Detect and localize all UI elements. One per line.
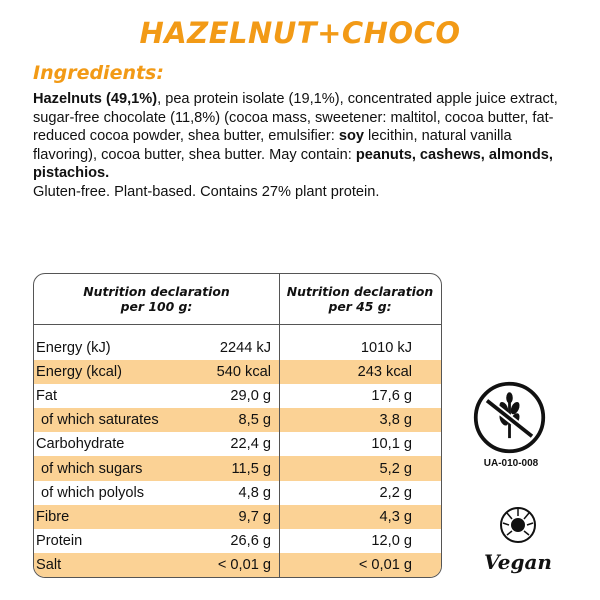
nutrition-row [34,553,441,577]
nutrition-cell-100g [34,384,280,408]
header-per-100g: Nutrition declaration per 100 g: [34,274,280,324]
value-per-45g: 243 kcal [357,364,412,381]
gluten-free-icon [472,380,547,455]
value-per-100g: 9,7 g [238,508,271,525]
nutrition-cell-100g [34,408,280,432]
nutrient-label: of which saturates [41,412,159,429]
nutrition-cell-45g [280,384,440,408]
value-per-100g: 540 kcal [216,364,271,381]
value-per-100g: 29,0 g [230,388,271,405]
value-per-100g: 11,5 g [231,460,271,477]
nutrition-row [34,456,441,480]
ingredient-segment: lecithin, natural vanilla flavoring), cocoa butter, shea butter. May contain: [33,128,512,163]
value-per-100g: 4,8 g [238,484,271,501]
ingredients-footer: Gluten-free. Plant-based. Contains 27% plant protein. [33,183,380,200]
value-per-45g: 5,2 g [379,460,412,477]
header-per-45g: Nutrition declaration per 45 g: [286,284,434,314]
nutrition-cell-100g [34,336,280,360]
nutrient-label: of which sugars [41,460,143,477]
nutrition-rows [34,336,441,577]
nutrient-label: Energy (kcal) [36,364,122,381]
value-per-100g: < 0,01 g [217,556,271,573]
vegan-label: Vegan [484,550,552,574]
nutrition-row [34,481,441,505]
nutrition-table-header [34,274,441,325]
nutrition-cell-100g [34,360,280,384]
nutrient-label: Fibre [36,508,70,525]
nutrition-cell-100g [34,481,280,505]
ingredient-segment: peanuts, cashews, almonds, pistachios. [33,146,553,182]
value-per-45g: 17,6 g [371,388,412,405]
nutrition-cell-100g [34,553,280,577]
value-per-100g: 2244 kJ [219,340,271,357]
nutrition-cell-45g [280,408,440,432]
nutrient-label: Fat [36,388,58,405]
ingredient-segment: , pea protein isolate (19,1%), concentrated apple juice extract, sugar-free chocolate (11,8%) (cocoa mass, sweetener: maltitol, cocoa butter, fat-reduced cocoa powder, shea butter, emulsifier: [33,91,558,145]
value-per-45g: 4,3 g [379,508,412,525]
value-per-45g: 12,0 g [371,532,412,549]
table-spacer [34,325,441,336]
ingredients-list [33,91,558,181]
nutrition-cell-45g [280,456,440,480]
nutrition-cell-45g [280,481,440,505]
value-per-45g: 10,1 g [371,436,412,453]
ingredients-heading: Ingredients: [33,62,164,84]
gluten-free-code: UA-010-008 [483,458,539,469]
nutrition-cell-45g [280,553,440,577]
nutrition-row [34,360,441,384]
nutrient-label: of which polyols [41,484,145,501]
nutrient-label: Energy (kJ) [36,340,111,357]
value-per-100g: 26,6 g [230,532,271,549]
nutrition-cell-100g [34,505,280,529]
ingredients-text [33,90,573,202]
value-per-45g: < 0,01 g [358,556,412,573]
value-per-100g: 8,5 g [238,412,271,429]
value-per-45g: 1010 kJ [360,340,412,357]
nutrition-row [34,432,441,456]
value-per-45g: 2,2 g [379,484,412,501]
value-per-100g: 22,4 g [230,436,271,453]
nutrient-label: Salt [36,556,62,573]
nutrition-row [34,336,441,360]
vegan-logo-icon [478,503,558,578]
nutrition-cell-45g [280,360,440,384]
product-title: HAZELNUT+CHOCO [139,16,461,50]
nutrition-table [33,273,442,578]
value-per-45g: 3,8 g [379,412,412,429]
nutrition-cell-100g [34,529,280,553]
nutrition-cell-45g [280,336,440,360]
nutrition-cell-100g [34,432,280,456]
nutrition-row [34,408,441,432]
nutrition-cell-100g [34,456,280,480]
nutrition-cell-45g [280,432,440,456]
nutrient-label: Protein [36,532,83,549]
nutrition-cell-45g [280,505,440,529]
nutrient-label: Carbohydrate [36,436,125,453]
nutrition-row [34,505,441,529]
ingredient-segment: Hazelnuts (49,1%) [33,91,158,107]
nutrition-row [34,529,441,553]
ingredient-segment: soy [338,128,364,145]
nutrition-row [34,384,441,408]
nutrition-cell-45g [280,529,440,553]
